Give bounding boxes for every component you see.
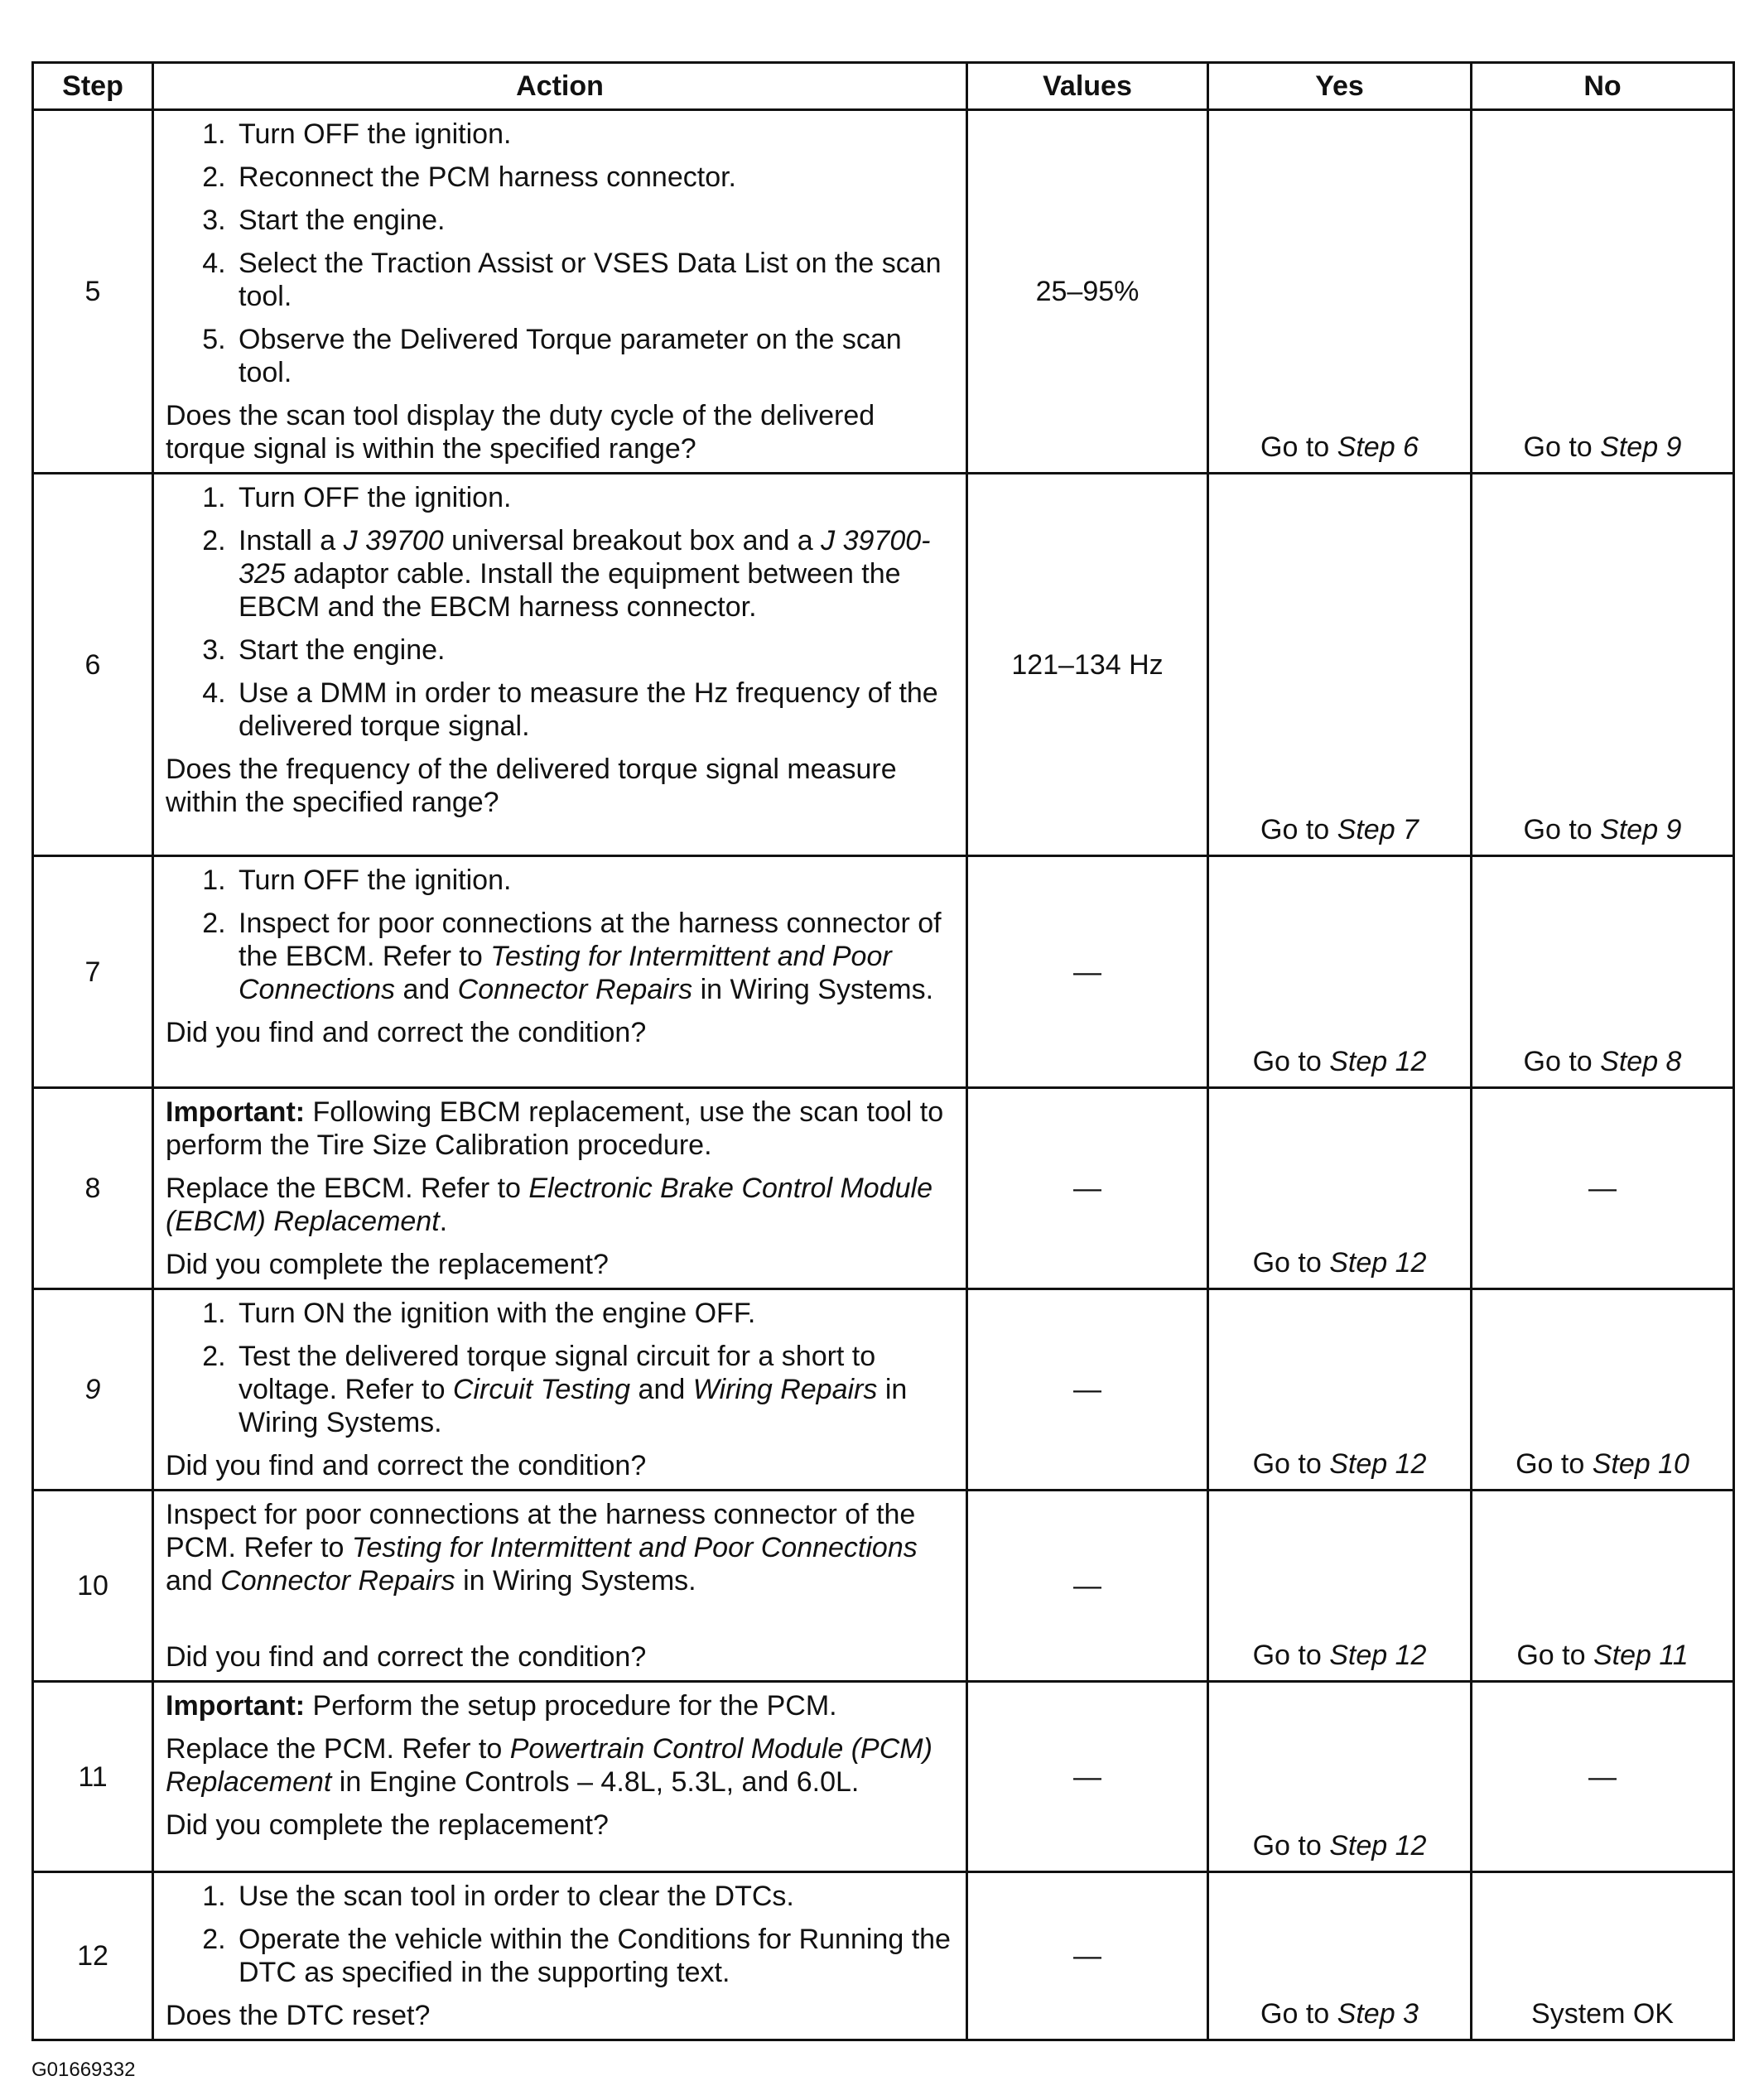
step-number: 12 xyxy=(33,1872,153,2040)
no-cell xyxy=(1472,474,1734,856)
table-row xyxy=(33,1491,1734,1682)
yes-cell xyxy=(1208,1289,1472,1491)
value-cell: — xyxy=(967,1491,1208,1682)
yes-cell xyxy=(1208,1682,1472,1872)
action-cell xyxy=(153,1491,967,1682)
go-to-label: Go to xyxy=(1523,814,1593,845)
go-to-label: Go to xyxy=(1252,1046,1322,1077)
table-row xyxy=(33,1088,1734,1289)
value-cell: — xyxy=(967,1872,1208,2040)
yes-step-ref: Step 12 xyxy=(1329,1640,1427,1671)
action-item: 1. Turn OFF the ignition. xyxy=(234,481,956,514)
go-to-label: Go to xyxy=(1516,1448,1585,1480)
table-row xyxy=(33,1289,1734,1491)
action-question: Does the frequency of the delivered torque signal measure within the specified range? xyxy=(166,754,897,818)
yes-cell xyxy=(1208,110,1472,474)
step-number: 11 xyxy=(33,1682,153,1872)
action-cell xyxy=(153,1872,967,2040)
value-cell: 121–134 Hz xyxy=(967,474,1208,856)
action-item: 3. Start the engine. xyxy=(234,633,956,667)
action-question: Does the DTC reset? xyxy=(166,2000,431,2031)
yes-cell xyxy=(1208,1491,1472,1682)
no-step-ref: Step 8 xyxy=(1600,1046,1682,1077)
action-item: 4. Select the Traction Assist or VSES Data List on the scan tool. xyxy=(234,247,956,313)
action-question: Does the scan tool display the duty cycle of the delivered torque signal is within the specified range? xyxy=(166,400,875,465)
table-row xyxy=(33,1872,1734,2040)
action-item: 2. Inspect for poor connections at the harness connector of the EBCM. Refer to Testing for Intermittent and Poor Connections and Connector Repairs in Wiring Systems. xyxy=(234,907,956,1006)
yes-cell xyxy=(1208,474,1472,856)
action-cell xyxy=(153,856,967,1088)
go-to-label: Go to xyxy=(1252,1640,1322,1671)
go-to-label: Go to xyxy=(1260,1998,1330,2030)
header-step: Step xyxy=(33,63,153,110)
action-question: Did you complete the replacement? xyxy=(166,1249,609,1280)
action-question: Did you find and correct the condition? xyxy=(166,1450,647,1481)
action-item: 1. Turn ON the ignition with the engine OFF. xyxy=(234,1297,956,1330)
action-cell xyxy=(153,1289,967,1491)
table-row xyxy=(33,474,1734,856)
no-step-ref: Step 9 xyxy=(1600,814,1682,845)
action-question: Did you find and correct the condition? xyxy=(166,1017,647,1048)
no-cell xyxy=(1472,856,1734,1088)
action-item: 2. Reconnect the PCM harness connector. xyxy=(234,161,956,194)
go-to-label: Go to xyxy=(1252,1830,1322,1862)
important-note: Important: Following EBCM replacement, use the scan tool to perform the Tire Size Calibration procedure. xyxy=(166,1096,944,1161)
header-values: Values xyxy=(967,63,1208,110)
yes-step-ref: Step 12 xyxy=(1329,1448,1427,1480)
action-item: 2. Test the delivered torque signal circuit for a short to voltage. Refer to Circuit Testing and Wiring Repairs in Wiring Systems. xyxy=(234,1340,956,1439)
action-question: Did you find and correct the condition? xyxy=(166,1641,647,1673)
yes-step-ref: Step 7 xyxy=(1337,814,1419,845)
action-item: 5. Observe the Delivered Torque parameter on the scan tool. xyxy=(234,323,956,389)
step-number: 8 xyxy=(33,1088,153,1289)
action-text: Inspect for poor connections at the harness connector of the PCM. Refer to Testing for Intermittent and Poor Connections and Connector Repairs in Wiring Systems. xyxy=(166,1499,918,1597)
action-item: 1. Turn OFF the ignition. xyxy=(234,118,956,151)
replace-instruction: Replace the PCM. Refer to Powertrain Control Module (PCM) Replacement in Engine Controls – 4.8L, 5.3L, and 6.0L. xyxy=(166,1733,933,1798)
no-cell: — xyxy=(1472,1682,1734,1872)
go-to-label: Go to xyxy=(1523,1046,1593,1077)
yes-step-ref: Step 12 xyxy=(1329,1046,1427,1077)
yes-step-ref: Step 3 xyxy=(1337,1998,1419,2030)
step-number: 6 xyxy=(33,474,153,856)
no-step-ref: Step 9 xyxy=(1600,431,1682,463)
step-number: 9 xyxy=(33,1289,153,1491)
go-to-label: Go to xyxy=(1523,431,1593,463)
no-cell: — xyxy=(1472,1088,1734,1289)
yes-step-ref: Step 6 xyxy=(1337,431,1419,463)
no-step-ref: Step 11 xyxy=(1593,1640,1689,1671)
step-number: 10 xyxy=(33,1491,153,1682)
step-number: 7 xyxy=(33,856,153,1088)
value-cell: — xyxy=(967,856,1208,1088)
action-item: 2. Install a J 39700 universal breakout box and a J 39700-325 adaptor cable. Install the equipment between the EBCM and the EBCM harness connector. xyxy=(234,524,956,624)
replace-instruction: Replace the EBCM. Refer to Electronic Brake Control Module (EBCM) Replacement. xyxy=(166,1173,933,1237)
action-cell xyxy=(153,474,967,856)
action-cell xyxy=(153,1682,967,1872)
yes-step-ref: Step 12 xyxy=(1329,1247,1427,1279)
go-to-label: Go to xyxy=(1252,1247,1322,1279)
value-cell: — xyxy=(967,1289,1208,1491)
no-cell xyxy=(1472,1289,1734,1491)
go-to-label: Go to xyxy=(1260,431,1330,463)
important-label: Important: xyxy=(166,1096,306,1128)
action-item: 1. Turn OFF the ignition. xyxy=(234,864,956,897)
important-note: Important: Perform the setup procedure for the PCM. xyxy=(166,1690,837,1722)
no-cell: System OK xyxy=(1472,1872,1734,2040)
table-row xyxy=(33,856,1734,1088)
important-label: Important: xyxy=(166,1690,306,1722)
value-cell: — xyxy=(967,1088,1208,1289)
action-cell xyxy=(153,110,967,474)
step-number: 5 xyxy=(33,110,153,474)
action-item: 1. Use the scan tool in order to clear the DTCs. xyxy=(234,1880,956,1913)
action-item: 3. Start the engine. xyxy=(234,204,956,237)
no-step-ref: Step 10 xyxy=(1592,1448,1689,1480)
table-row xyxy=(33,1682,1734,1872)
yes-cell xyxy=(1208,1872,1472,2040)
action-cell xyxy=(153,1088,967,1289)
yes-cell xyxy=(1208,1088,1472,1289)
header-action: Action xyxy=(153,63,967,110)
action-item: 4. Use a DMM in order to measure the Hz frequency of the delivered torque signal. xyxy=(234,677,956,743)
table-row xyxy=(33,110,1734,474)
value-cell: — xyxy=(967,1682,1208,1872)
no-cell xyxy=(1472,110,1734,474)
go-to-label: Go to xyxy=(1516,1640,1586,1671)
figure-id: G01669332 xyxy=(31,2059,136,2081)
action-item: 2. Operate the vehicle within the Conditions for Running the DTC as specified in the supporting text. xyxy=(234,1923,956,1989)
yes-step-ref: Step 12 xyxy=(1329,1830,1427,1862)
diagnostic-table xyxy=(31,61,1735,2041)
go-to-label: Go to xyxy=(1252,1448,1322,1480)
header-yes: Yes xyxy=(1208,63,1472,110)
header-row xyxy=(33,63,1734,110)
header-no: No xyxy=(1472,63,1734,110)
value-cell: 25–95% xyxy=(967,110,1208,474)
no-cell xyxy=(1472,1491,1734,1682)
go-to-label: Go to xyxy=(1260,814,1330,845)
action-question: Did you complete the replacement? xyxy=(166,1809,609,1841)
yes-cell xyxy=(1208,856,1472,1088)
